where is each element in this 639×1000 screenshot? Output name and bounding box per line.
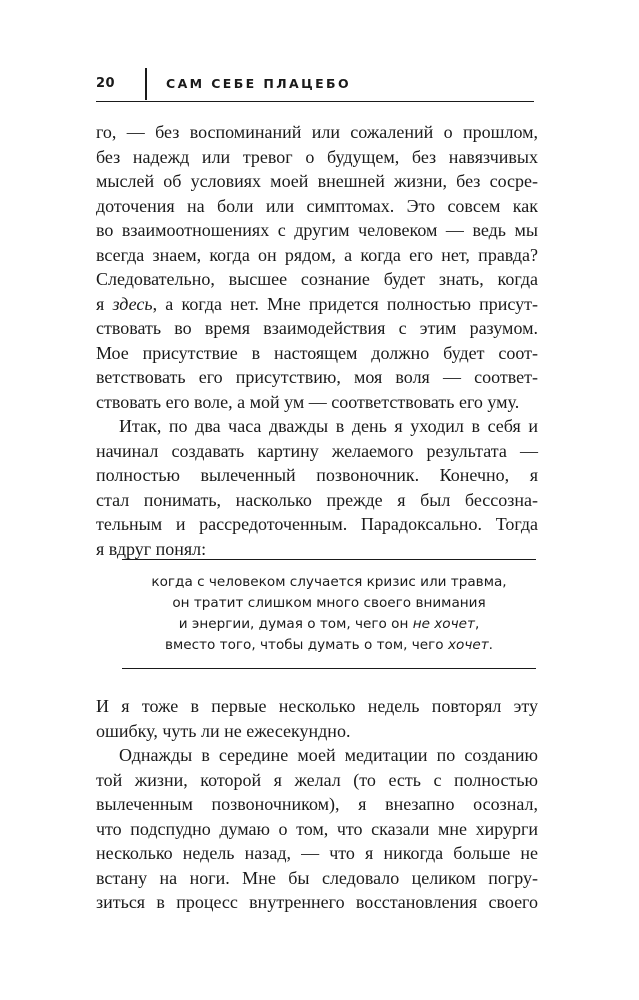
text-segment: , а когда нет. Мне придется полностью присут- xyxy=(152,293,538,314)
text-line: доточения на боли или симптомах. Это совсем как xyxy=(96,195,538,216)
page-number: 20 xyxy=(96,76,116,91)
body-text-top xyxy=(96,120,538,561)
paragraph xyxy=(96,694,538,743)
text-line xyxy=(96,292,538,317)
callout-line xyxy=(122,635,536,656)
text-line: тельным и рассредоточенным. Парадоксально. Тогда xyxy=(96,514,538,534)
callout-line xyxy=(122,614,536,635)
running-title: САМ СЕБЕ ПЛАЦЕБО xyxy=(166,76,351,91)
text-line: вылеченным позвоночником), я внезапно осознал, xyxy=(96,794,538,814)
text-line: во взаимоотношениях с другим человеком — ведь мы xyxy=(96,220,538,240)
emphasis: здесь xyxy=(112,293,153,314)
text-line: стал понимать, насколько прежде я был бессозна- xyxy=(96,489,538,510)
text-line: Мое присутствие в настоящем должно будет соот- xyxy=(96,342,538,363)
text-line: Однажды в середине моей медитации по созданию xyxy=(119,745,538,765)
paragraph xyxy=(96,120,538,414)
header-divider xyxy=(145,68,147,100)
text-line: го, — без воспоминаний или сожалений о прошлом, xyxy=(96,122,538,142)
text-line: несколько недель назад, — что я никогда больше не xyxy=(96,843,538,863)
text-line: без надежд или тревог о будущем, без навязчивых xyxy=(96,146,538,167)
text-line: ветствовать его присутствию, моя воля — соответ- xyxy=(96,367,538,387)
text-line: Следовательно, высшее сознание будет знать, когда xyxy=(96,269,538,289)
text-line: что подспудно думаю о том, что сказали мне хирурги xyxy=(96,818,538,839)
text-line: ошибку, чуть ли не ежесекундно. xyxy=(96,720,351,741)
text-line: всегда знаем, когда он рядом, а когда его нет, правда? xyxy=(96,244,538,265)
emphasis: не хочет xyxy=(412,616,475,632)
paragraph xyxy=(96,743,538,915)
text-line: И я тоже в первые несколько недель повторял эту xyxy=(96,696,538,716)
text-segment: вместо того, чтобы думать о том, чего xyxy=(165,637,448,653)
callout-line: он тратит слишком много своего внимания xyxy=(172,595,486,611)
header-rule xyxy=(96,101,534,102)
callout-bottom-rule xyxy=(122,668,536,669)
text-line: я вдруг понял: xyxy=(96,538,207,559)
text-segment: , xyxy=(474,616,480,632)
text-line: ствовать его воле, а мой ум — соответствовать его уму. xyxy=(96,391,520,412)
callout-text xyxy=(122,560,536,668)
emphasis: хочет xyxy=(447,637,489,653)
page-header xyxy=(96,68,534,102)
callout-line: когда с человеком случается кризис или травма, xyxy=(151,574,507,590)
paragraph xyxy=(96,414,538,561)
text-line: мыслей об условиях моей внешней жизни, без сосре- xyxy=(96,171,538,191)
text-line: начинал создавать картину желаемого результата — xyxy=(96,440,538,461)
body-text-bottom xyxy=(96,694,538,915)
text-line: встану на ноги. Мне бы следовало целиком погру- xyxy=(96,867,538,888)
text-segment: я xyxy=(96,293,113,314)
text-segment: и энергии, думая о том, чего он xyxy=(178,616,413,632)
text-line: той жизни, которой я желал (то есть с полностью xyxy=(96,769,538,790)
text-line: Итак, по два часа дважды в день я уходил в себя и xyxy=(119,416,538,436)
text-line: зиться в процесс внутреннего восстановления своего xyxy=(96,892,538,912)
text-segment: . xyxy=(488,637,493,653)
callout-box xyxy=(122,559,536,669)
text-line: ствовать во время взаимодействия с этим разумом. xyxy=(96,318,538,338)
text-line: полностью вылеченный позвоночник. Конечно, я xyxy=(96,465,538,485)
